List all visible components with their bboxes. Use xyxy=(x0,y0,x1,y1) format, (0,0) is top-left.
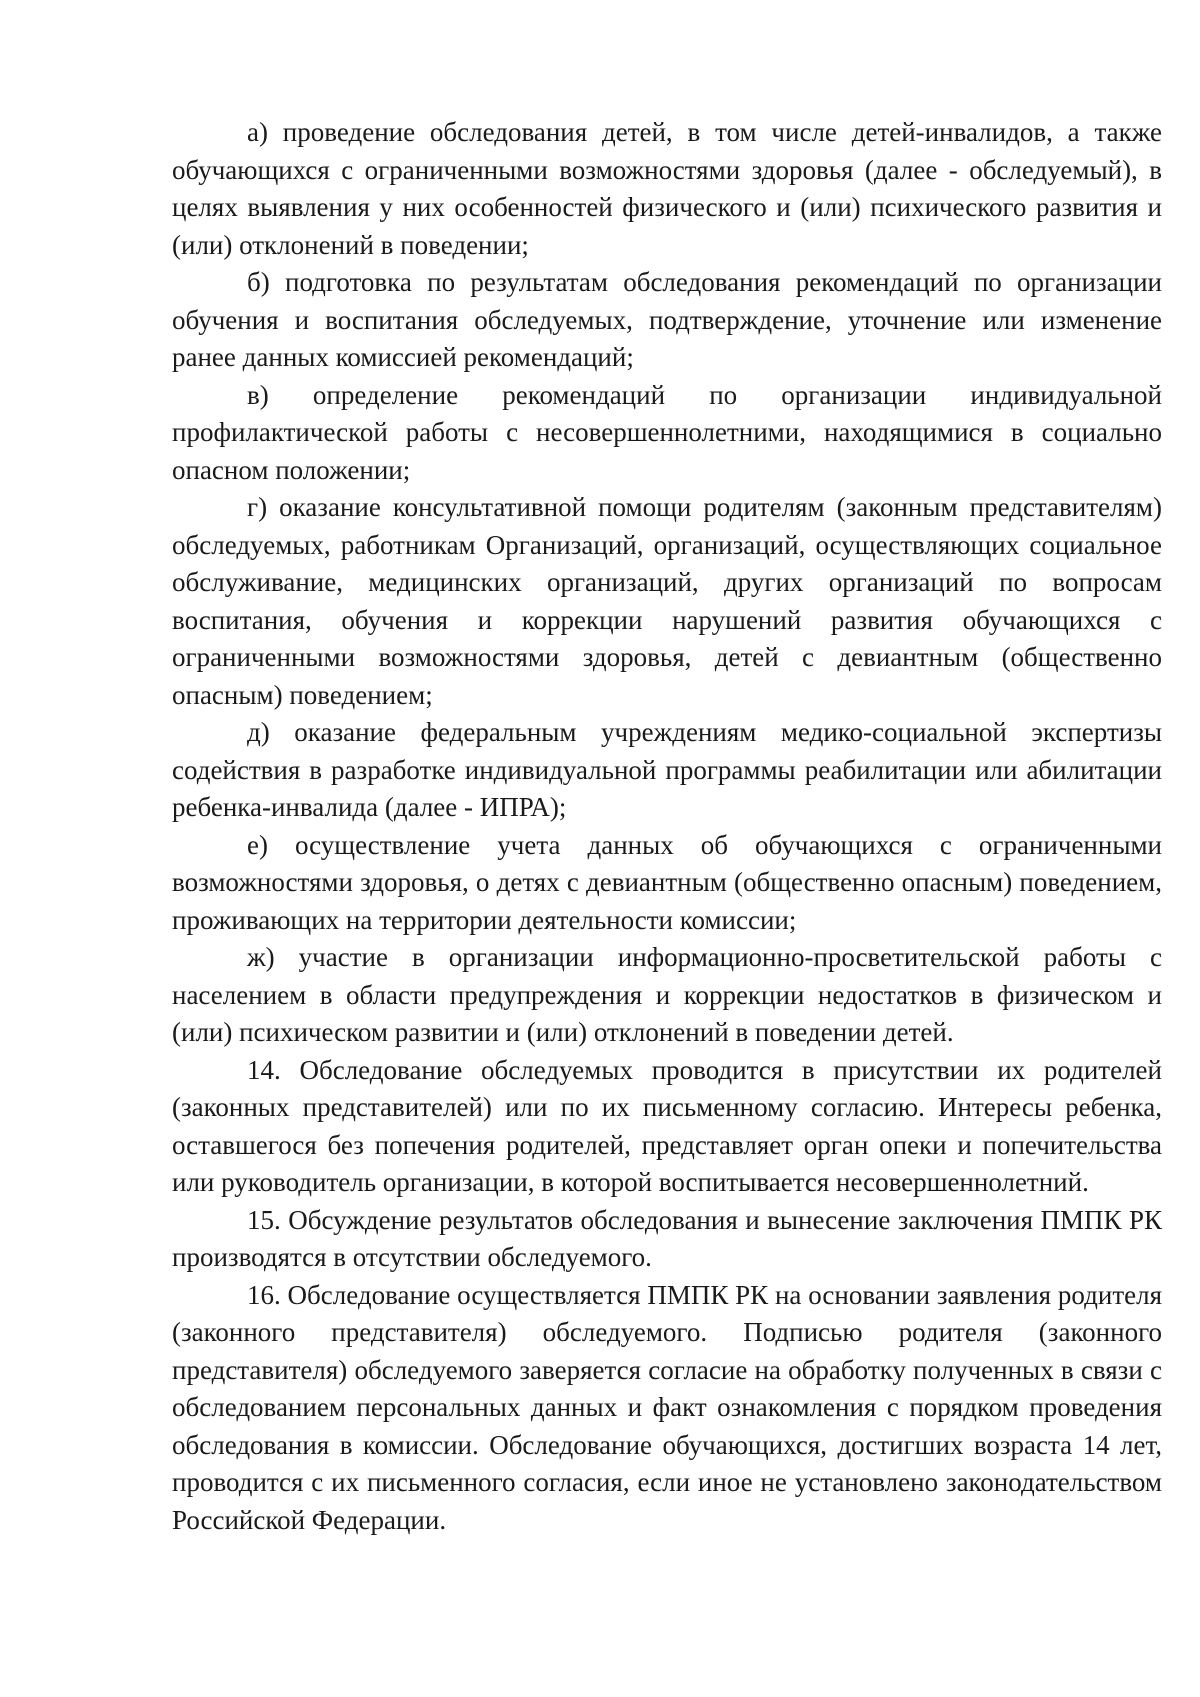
list-item-a: а) проведение обследования детей, в том числе детей-инвалидов, а также обучающихся с ограниченными возможностями здоровья (далее - обследуемый), в целях выявления у них особенностей физического и (или) психического развития и (или) отклонений в поведении; xyxy=(172,117,1162,260)
clause-16: 16. Обследование осуществляется ПМПК РК на основании заявления родителя (законного представителя) обследуемого. Подписью родителя (законного представителя) обследуемого заверяется согласие на обработку полученных в связи с обследованием персональных данных и факт ознакомления с порядком проведения обследования в комиссии. Обследование обучающихся, достигших возраста 14 лет, проводится с их письменного согласия, если иное не установлено законодательством Российской Федерации. xyxy=(172,1279,1162,1535)
document-body xyxy=(172,114,1162,1539)
clause-14: 14. Обследование обследуемых проводится в присутствии их родителей (законных представителей) или по их письменному согласию. Интересы ребенка, оставшегося без попечения родителей, представляет орган опеки и попечительства или руководитель организации, в которой воспитывается несовершеннолетний. xyxy=(172,1054,1162,1197)
list-item-g: г) оказание консультативной помощи родителям (законным представителям) обследуемых, работникам Организаций, организаций, осуществляющих социальное обслуживание, медицинских организаций, других организаций по вопросам воспитания, обучения и коррекции нарушений развития обучающихся с ограниченными возможностями здоровья, детей с девиантным (общественно опасным) поведением; xyxy=(172,492,1162,710)
clause-15: 15. Обсуждение результатов обследования и вынесение заключения ПМПК РК производятся в отсутствии обследуемого. xyxy=(172,1204,1162,1272)
list-item-e: е) осуществление учета данных об обучающихся с ограниченными возможностями здоровья, о детях с девиантным (общественно опасным) поведением, проживающих на территории деятельности комиссии; xyxy=(172,829,1162,935)
list-item-v: в) определение рекомендаций по организации индивидуальной профилактической работы с несовершеннолетними, находящимися в социально опасном положении; xyxy=(172,379,1162,485)
list-item-zh: ж) участие в организации информационно-просветительской работы с населением в области предупреждения и коррекции недостатков в физическом и (или) психическом развитии и (или) отклонений в поведении детей. xyxy=(172,942,1162,1047)
list-item-d: д) оказание федеральным учреждениям медико-социальной экспертизы содействия в разработке индивидуальной программы реабилитации или абилитации ребенка-инвалида (далее - ИПРА); xyxy=(172,717,1162,822)
list-item-b: б) подготовка по результатам обследования рекомендаций по организации обучения и воспитания обследуемых, подтверждение, уточнение или изменение ранее данных комиссией рекомендаций; xyxy=(172,267,1162,372)
